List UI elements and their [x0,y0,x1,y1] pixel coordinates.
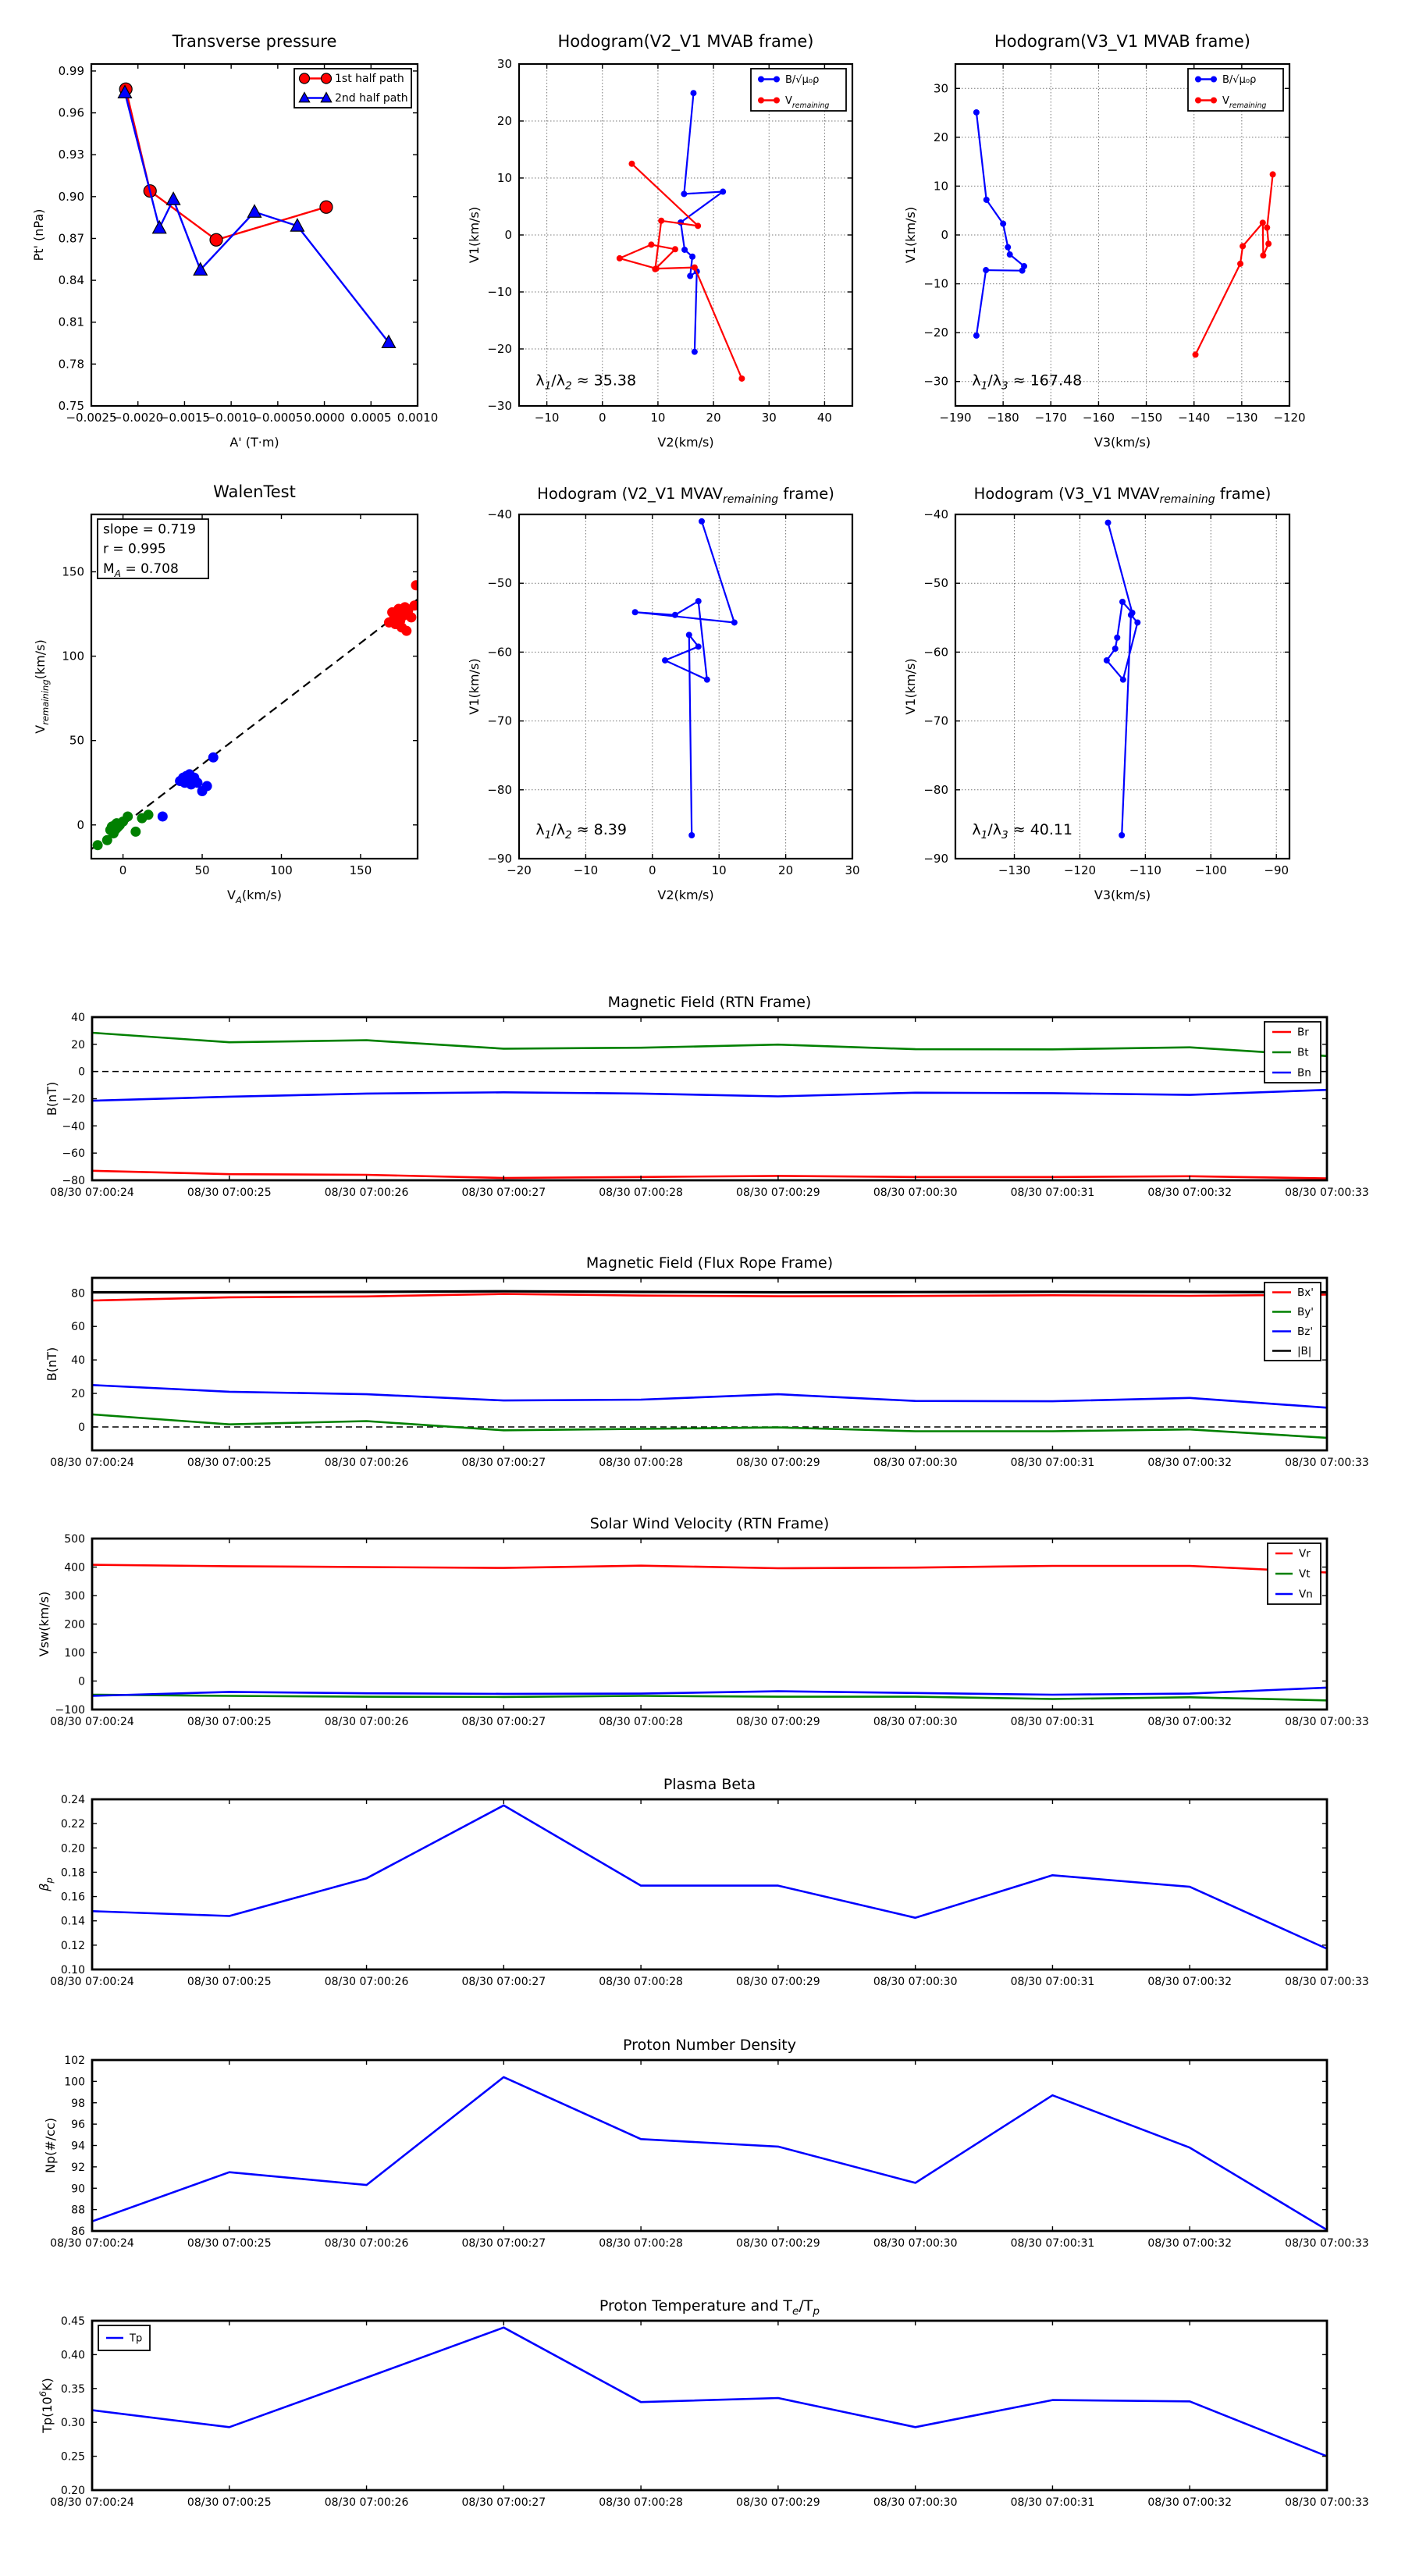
svg-text:300: 300 [64,1590,85,1603]
svg-text:08/30 07:00:27: 08/30 07:00:27 [461,2496,546,2509]
svg-text:86: 86 [71,2226,85,2238]
svg-text:0.0005: 0.0005 [350,411,392,425]
svg-text:100: 100 [270,863,293,877]
transverse-pressure-ylabel: Pt' (nPa) [31,208,46,262]
hodogram-v3v1-mvab-series [973,109,1276,358]
proton-temp-series [92,2328,1327,2457]
svg-text:08/30 07:00:24: 08/30 07:00:24 [50,2496,134,2509]
svg-text:08/30 07:00:27: 08/30 07:00:27 [461,1457,546,1469]
svg-text:−20: −20 [507,863,532,877]
svg-text:60: 60 [71,1321,85,1334]
svg-text:08/30 07:00:29: 08/30 07:00:29 [736,1976,820,1988]
hodogram-v2v1-mvav [467,485,860,902]
svg-text:0.0000: 0.0000 [304,411,345,425]
svg-text:0.93: 0.93 [58,148,84,162]
svg-text:−40: −40 [62,1120,85,1133]
svg-text:−80: −80 [923,782,948,797]
svg-text:−160: −160 [1082,411,1115,425]
svg-text:0.96: 0.96 [58,105,84,120]
walen-test [33,482,421,906]
svg-text:88: 88 [71,2204,85,2217]
hodogram-v2v1-mvab-ylabel: V1(km/s) [467,206,482,264]
svg-text:20: 20 [706,411,721,425]
svg-text:−170: −170 [1034,411,1067,425]
hodogram-v3v1-mvav-annotation: $\lambda_1/\lambda_3 \approx 40.11$ [972,821,1073,842]
svg-text:08/30 07:00:26: 08/30 07:00:26 [324,1716,409,1728]
svg-text:Br: Br [1297,1026,1309,1039]
svg-text:|B|: |B| [1297,1345,1312,1357]
svg-text:08/30 07:00:29: 08/30 07:00:29 [736,1187,820,1199]
svg-text:08/30 07:00:32: 08/30 07:00:32 [1147,1716,1232,1728]
svg-text:−130: −130 [1225,411,1258,425]
svg-text:08/30 07:00:33: 08/30 07:00:33 [1285,1716,1369,1728]
svg-text:0.24: 0.24 [60,1794,85,1806]
hodogram-v2v1-mvav-series [632,518,738,838]
svg-text:08/30 07:00:29: 08/30 07:00:29 [736,1457,820,1469]
svg-text:20: 20 [933,130,948,144]
svg-text:−20: −20 [923,326,948,340]
hodogram-v3v1-mvav-series [1104,520,1140,838]
hodogram-v3v1-mvav-xlabel: V3(km/s) [1094,888,1151,902]
svg-text:200: 200 [64,1618,85,1631]
svg-text:20: 20 [496,114,512,128]
svg-text:Vremaining: $V_{remaining}$ [785,95,830,110]
svg-text:08/30 07:00:31: 08/30 07:00:31 [1010,1457,1095,1469]
svg-text:08/30 07:00:27: 08/30 07:00:27 [461,1716,546,1728]
svg-text:08/30 07:00:28: 08/30 07:00:28 [599,1976,683,1988]
svg-text:100: 100 [64,2076,85,2089]
svg-text:100: 100 [64,1647,85,1660]
svg-text:Vn: Vn [1299,1588,1313,1601]
svg-text:10: 10 [650,411,666,425]
svg-text:0: 0 [78,1675,85,1688]
svg-text:1st half path: 1st half path [335,73,404,85]
svg-text:Bz': Bz' [1297,1325,1314,1338]
svg-text:Vt: Vt [1299,1567,1311,1581]
mag-fluxrope [44,1254,1369,1469]
svg-text:08/30 07:00:29: 08/30 07:00:29 [736,1716,820,1728]
svg-text:Bx': Bx' [1297,1286,1314,1299]
hodogram-v2v1-mvab [467,32,852,450]
svg-text:0: 0 [78,1421,85,1434]
mag-rtn-title: Magnetic Field (RTN Frame) [607,994,812,1011]
proton-temp-ylabel: $Tp(10^6K)$ [37,2378,55,2433]
svg-text:150: 150 [62,564,84,579]
svg-text:10: 10 [711,863,727,877]
svg-text:−0.0015: −0.0015 [158,411,210,425]
transverse-pressure-series [118,83,395,347]
proton-density [43,2037,1369,2250]
svg-text:0: 0 [119,863,127,877]
svg-text:0: 0 [649,863,656,877]
hodogram-v3v1-mvav-title: Hodogram (V3_V1 $MVAV_{remaining}$ frame) [973,485,1272,506]
hodogram-v3v1-mvav [903,485,1289,902]
svg-text:0: 0 [598,411,606,425]
svg-text:08/30 07:00:30: 08/30 07:00:30 [873,1187,958,1199]
walen-test-xlabel: $V_A(km/s)$ [227,888,282,906]
svg-text:0.84: 0.84 [58,273,84,288]
plasma-beta-series [92,1806,1327,1949]
svg-text:08/30 07:00:27: 08/30 07:00:27 [461,1976,546,1988]
svg-text:0.16: 0.16 [60,1891,85,1904]
svg-text:0: 0 [941,228,948,242]
svg-text:40: 40 [71,1354,85,1368]
svg-text:−50: −50 [487,576,512,591]
svg-text:08/30 07:00:32: 08/30 07:00:32 [1147,2237,1232,2250]
svg-text:−40: −40 [923,507,948,521]
svg-text:Bn: Bn [1297,1066,1311,1080]
svg-text:−120: −120 [1063,863,1097,877]
svg-text:−10: −10 [487,285,512,299]
plasma-beta-ylabel: $\beta_p$ [37,1877,55,1891]
svg-text:08/30 07:00:26: 08/30 07:00:26 [324,2237,409,2250]
hodogram-v2v1-mvav-ylabel: V1(km/s) [467,658,482,715]
svg-text:08/30 07:00:30: 08/30 07:00:30 [873,1457,958,1469]
hodogram-v3v1-mvab-xlabel: V3(km/s) [1094,435,1151,450]
svg-text:−10: −10 [573,863,599,877]
svg-text:500: 500 [64,1533,85,1546]
svg-text:MA = 0.708: $M_A = 0.708$ [103,561,179,579]
svg-text:98: 98 [71,2097,85,2110]
walen-test-ylabel: $V_{remaining}(km/s)$ [33,639,51,734]
svg-text:−0.0010: −0.0010 [205,411,257,425]
hodogram-v2v1-mvab-series [617,90,745,382]
svg-text:Bt: Bt [1297,1046,1309,1059]
svg-text:0.20: 0.20 [60,2485,85,2497]
svg-text:20: 20 [71,1388,85,1401]
svg-text:08/30 07:00:33: 08/30 07:00:33 [1285,2496,1369,2509]
svg-text:20: 20 [778,863,794,877]
vsw-rtn-title: Solar Wind Velocity (RTN Frame) [589,1515,830,1532]
vsw-rtn-ylabel: Vsw(km/s) [37,1591,52,1657]
svg-text:96: 96 [71,2119,85,2132]
vsw-rtn-series [92,1565,1327,1701]
proton-temp [37,2297,1369,2509]
svg-text:08/30 07:00:24: 08/30 07:00:24 [50,1187,134,1199]
mag-fluxrope-title: Magnetic Field (Flux Rope Frame) [585,1254,834,1272]
svg-text:0.45: 0.45 [60,2315,85,2328]
hodogram-v2v1-mvav-xlabel: V2(km/s) [657,888,714,902]
svg-text:0.18: 0.18 [60,1866,85,1880]
svg-text:08/30 07:00:30: 08/30 07:00:30 [873,2496,958,2509]
svg-text:0.81: 0.81 [58,315,84,329]
hodogram-v2v1-mvab-annotation: $\lambda_1/\lambda_2 \approx 35.38$ [535,372,637,393]
svg-text:−140: −140 [1178,411,1211,425]
svg-text:−80: −80 [487,782,512,797]
svg-text:−190: −190 [939,411,972,425]
svg-text:30: 30 [496,57,512,71]
svg-text:08/30 07:00:27: 08/30 07:00:27 [461,1187,546,1199]
walen-test-title: WalenTest [213,482,296,501]
proton-density-ylabel: Np(#/cc) [43,2118,58,2173]
svg-text:Vr: Vr [1299,1547,1311,1560]
svg-text:0.90: 0.90 [58,189,84,204]
hodogram-v2v1-mvab-title: Hodogram(V2_V1 MVAB frame) [557,32,814,51]
svg-text:slope = 0.719: slope = 0.719 [103,521,196,538]
svg-text:08/30 07:00:33: 08/30 07:00:33 [1285,1457,1369,1469]
svg-text:B/√μ₀ρ: B/√μ₀ρ [785,74,820,86]
transverse-pressure-title: Transverse pressure [172,32,337,51]
svg-text:−60: −60 [487,645,512,660]
svg-text:−50: −50 [923,576,948,591]
svg-text:08/30 07:00:32: 08/30 07:00:32 [1147,1187,1232,1199]
mag-rtn [44,994,1369,1199]
svg-text:0.87: 0.87 [58,231,84,246]
svg-text:08/30 07:00:31: 08/30 07:00:31 [1010,1187,1095,1199]
svg-text:−20: −20 [62,1093,85,1106]
svg-text:08/30 07:00:27: 08/30 07:00:27 [461,2237,546,2250]
svg-text:−100: −100 [55,1704,85,1717]
svg-text:08/30 07:00:25: 08/30 07:00:25 [187,1716,272,1728]
svg-text:−120: −120 [1273,411,1306,425]
svg-text:08/30 07:00:26: 08/30 07:00:26 [324,1976,409,1988]
svg-text:08/30 07:00:28: 08/30 07:00:28 [599,1716,683,1728]
svg-text:30: 30 [933,81,948,96]
svg-text:08/30 07:00:25: 08/30 07:00:25 [187,2496,272,2509]
svg-text:94: 94 [71,2140,85,2153]
svg-text:0.10: 0.10 [60,1964,85,1976]
svg-text:−60: −60 [62,1147,85,1161]
svg-text:0: 0 [504,228,512,242]
svg-text:−60: −60 [923,645,948,660]
svg-text:−110: −110 [1129,863,1161,877]
mag-fluxrope-ylabel: B(nT) [44,1347,59,1382]
svg-text:08/30 07:00:30: 08/30 07:00:30 [873,1976,958,1988]
svg-text:−130: −130 [998,863,1031,877]
svg-text:08/30 07:00:31: 08/30 07:00:31 [1010,2496,1095,2509]
svg-text:08/30 07:00:28: 08/30 07:00:28 [599,2496,683,2509]
transverse-pressure-xlabel: A' (T·m) [229,435,279,450]
svg-text:08/30 07:00:33: 08/30 07:00:33 [1285,1976,1369,1988]
svg-text:08/30 07:00:31: 08/30 07:00:31 [1010,2237,1095,2250]
svg-text:−90: −90 [1264,863,1289,877]
svg-text:08/30 07:00:33: 08/30 07:00:33 [1285,2237,1369,2250]
svg-text:0.14: 0.14 [60,1915,85,1928]
svg-text:−150: −150 [1129,411,1163,425]
svg-text:08/30 07:00:26: 08/30 07:00:26 [324,1187,409,1199]
mag-rtn-ylabel: B(nT) [44,1081,59,1116]
svg-text:0.12: 0.12 [60,1939,85,1952]
svg-text:0.40: 0.40 [60,2349,85,2362]
svg-text:08/30 07:00:26: 08/30 07:00:26 [324,2496,409,2509]
svg-text:08/30 07:00:26: 08/30 07:00:26 [324,1457,409,1469]
svg-text:0.20: 0.20 [60,1842,85,1856]
svg-text:102: 102 [64,2055,85,2067]
hodogram-v3v1-mvab-ylabel: V1(km/s) [903,206,918,264]
svg-text:100: 100 [62,649,84,664]
svg-text:92: 92 [71,2161,85,2174]
svg-text:08/30 07:00:24: 08/30 07:00:24 [50,1457,134,1469]
svg-text:r = 0.995: r = 0.995 [103,541,166,557]
svg-text:50: 50 [194,863,210,877]
hodogram-v3v1-mvab-title: Hodogram(V3_V1 MVAB frame) [994,32,1250,51]
svg-text:08/30 07:00:31: 08/30 07:00:31 [1010,1976,1095,1988]
svg-text:08/30 07:00:29: 08/30 07:00:29 [736,2237,820,2250]
svg-text:0.25: 0.25 [60,2450,85,2464]
vsw-rtn [37,1515,1369,1728]
svg-text:90: 90 [71,2183,85,2196]
svg-text:By': By' [1297,1306,1314,1318]
svg-text:40: 40 [816,411,832,425]
svg-text:08/30 07:00:31: 08/30 07:00:31 [1010,1716,1095,1728]
proton-density-series [92,2077,1327,2230]
plasma-beta-title: Plasma Beta [663,1776,756,1793]
svg-text:−80: −80 [62,1175,85,1187]
svg-text:0.99: 0.99 [58,63,84,78]
mag-fluxrope-series [92,1291,1327,1438]
svg-text:−0.0020: −0.0020 [112,411,164,425]
svg-text:150: 150 [349,863,372,877]
svg-text:−0.0005: −0.0005 [252,411,304,425]
svg-text:10: 10 [933,179,948,194]
svg-text:50: 50 [69,733,84,748]
svg-text:80: 80 [71,1287,85,1300]
svg-text:40: 40 [71,1012,85,1024]
walen-test-series [91,580,421,850]
svg-text:−30: −30 [487,399,512,413]
svg-text:08/30 07:00:24: 08/30 07:00:24 [50,1716,134,1728]
proton-density-title: Proton Number Density [623,2037,796,2054]
svg-text:08/30 07:00:32: 08/30 07:00:32 [1147,2496,1232,2509]
svg-text:10: 10 [496,171,512,185]
svg-text:−40: −40 [487,507,512,521]
svg-text:0.22: 0.22 [60,1818,85,1831]
svg-text:08/30 07:00:25: 08/30 07:00:25 [187,1457,272,1469]
svg-text:0.35: 0.35 [60,2382,85,2396]
svg-text:−70: −70 [923,713,948,728]
svg-text:−30: −30 [923,374,948,389]
svg-text:0.0010: 0.0010 [397,411,439,425]
hodogram-v2v1-mvav-annotation: $\lambda_1/\lambda_2 \approx 8.39$ [535,821,627,842]
svg-text:08/30 07:00:28: 08/30 07:00:28 [599,2237,683,2250]
svg-text:Tp: Tp [130,2332,143,2345]
hodogram-v2v1-mvav-title: Hodogram (V2_V1 $MVAV_{remaining}$ frame) [537,485,834,506]
svg-text:0.75: 0.75 [58,399,84,413]
svg-text:08/30 07:00:24: 08/30 07:00:24 [50,1976,134,1988]
svg-text:08/30 07:00:25: 08/30 07:00:25 [187,1187,272,1199]
svg-text:08/30 07:00:30: 08/30 07:00:30 [873,2237,958,2250]
svg-text:08/30 07:00:28: 08/30 07:00:28 [599,1187,683,1199]
hodogram-v3v1-mvab-annotation: $\lambda_1/\lambda_3 \approx 167.48$ [972,372,1083,393]
svg-text:08/30 07:00:33: 08/30 07:00:33 [1285,1187,1369,1199]
svg-text:08/30 07:00:32: 08/30 07:00:32 [1147,1976,1232,1988]
svg-text:08/30 07:00:29: 08/30 07:00:29 [736,2496,820,2509]
svg-text:30: 30 [761,411,777,425]
svg-text:−90: −90 [487,852,512,866]
svg-text:−10: −10 [534,411,560,425]
svg-text:−180: −180 [987,411,1019,425]
svg-text:08/30 07:00:32: 08/30 07:00:32 [1147,1457,1232,1469]
svg-text:B/√μ₀ρ: B/√μ₀ρ [1222,74,1257,86]
svg-text:0.30: 0.30 [60,2417,85,2430]
transverse-pressure [31,32,438,450]
svg-text:−100: −100 [1194,863,1227,877]
svg-text:08/30 07:00:25: 08/30 07:00:25 [187,2237,272,2250]
svg-text:0.78: 0.78 [58,357,84,372]
svg-text:Vremaining: $V_{remaining}$ [1222,95,1267,110]
svg-text:08/30 07:00:30: 08/30 07:00:30 [873,1716,958,1728]
svg-text:20: 20 [71,1038,85,1051]
svg-text:−10: −10 [923,276,948,291]
mag-rtn-series [92,1033,1327,1179]
hodogram-v2v1-mvab-xlabel: V2(km/s) [657,435,714,450]
svg-text:2nd half path: 2nd half path [335,92,408,105]
svg-text:30: 30 [845,863,860,877]
hodogram-v3v1-mvav-ylabel: V1(km/s) [903,658,918,715]
hodogram-v3v1-mvab [903,32,1306,450]
svg-text:08/30 07:00:24: 08/30 07:00:24 [50,2237,134,2250]
svg-text:08/30 07:00:25: 08/30 07:00:25 [187,1976,272,1988]
svg-text:−0.0025: −0.0025 [66,411,117,425]
svg-text:−20: −20 [487,342,512,356]
svg-text:−90: −90 [923,852,948,866]
svg-text:0: 0 [76,817,84,832]
plasma-beta [37,1776,1369,1988]
svg-text:0: 0 [78,1066,85,1079]
svg-text:08/30 07:00:28: 08/30 07:00:28 [599,1457,683,1469]
svg-text:−70: −70 [487,713,512,728]
proton-temp-title: Proton Temperature and $T_e/T_p$ [599,2297,820,2318]
svg-text:400: 400 [64,1561,85,1574]
